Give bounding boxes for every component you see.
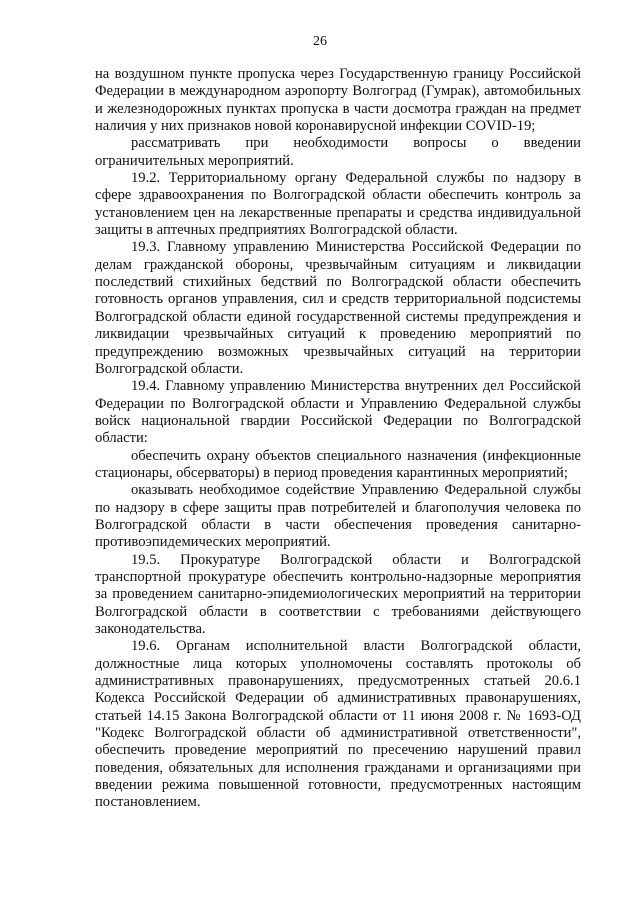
paragraph-19-5: 19.5. Прокуратуре Волгоградской области и Волгоградской транспортной прокуратуре обеспечить контрольно-надзорные мероприятия за проведением санитарно-эпидемиологических мероприятий на территории Волгоградской области в соответствии с требованиями действующего законодательства. <box>95 551 581 637</box>
paragraph-19-4: 19.4. Главному управлению Министерства внутренних дел Российской Федерации по Волгоградской области и Управлению Федеральной службы войск национальной гвардии Российской Федерации по Волгоградской области: <box>95 378 581 447</box>
document-body <box>95 66 581 812</box>
paragraph-guard-objects: обеспечить охрану объектов специального назначения (инфекционные стационары, обсерваторы) в период проведения карантинных мероприятий; <box>95 447 581 481</box>
paragraph-19-2: 19.2. Территориальному органу Федеральной службы по надзору в сфере здравоохранения по Волгоградской области обеспечить контроль за установлением цен на лекарственные препараты и средства индивидуальной защиты в аптечных предприятиях Волгоградской области. <box>95 170 581 239</box>
paragraph-restrictive-measures: рассматривать при необходимости вопросы о введении ограничительных мероприятий. <box>95 135 581 169</box>
paragraph-19-6: 19.6. Органам исполнительной власти Волгоградской области, должностные лица которых уполномочены составлять протоколы об административных правонарушениях, предусмотренных статьей 20.6.1 Кодекса Российской Федерации об административных правонарушениях, статьей 14.15 Закона Волгоградской области от 11 июня 2008 г. № 1693-ОД "Кодекс Волгоградской области об административной ответственности", обеспечить проведение мероприятий по пресечению нарушений правил поведения, обязательных для исполнения гражданами и организациями при введении режима повышенной готовности, предусмотренных настоящим постановлением. <box>95 638 581 811</box>
paragraph-19-3: 19.3. Главному управлению Министерства Российской Федерации по делам гражданской обороны, чрезвычайным ситуациям и ликвидации последствий стихийных бедствий по Волгоградской области обеспечить готовность органов управления, сил и средств территориальной подсистемы Волгоградской области единой государственной системы предупреждения и ликвидации чрезвычайных ситуаций к проведению мероприятий по предупреждению возможных чрезвычайных ситуаций на территории Волгоградской области. <box>95 239 581 377</box>
paragraph-assist-rospotrebnadzor: оказывать необходимое содействие Управлению Федеральной службы по надзору в сфере защиты прав потребителей и благополучия человека по Волгоградской области в части обеспечения проведения санитарно-противоэпидемических мероприятий. <box>95 482 581 551</box>
paragraph-border-checkpoint: на воздушном пункте пропуска через Государственную границу Российской Федерации в международном аэропорту Волгоград (Гумрак), автомобильных и железнодорожных пунктах пропуска в части досмотра граждан на предмет наличия у них признаков новой коронавирусной инфекции COVID-19; <box>95 66 581 135</box>
page-number: 26 <box>313 34 327 49</box>
